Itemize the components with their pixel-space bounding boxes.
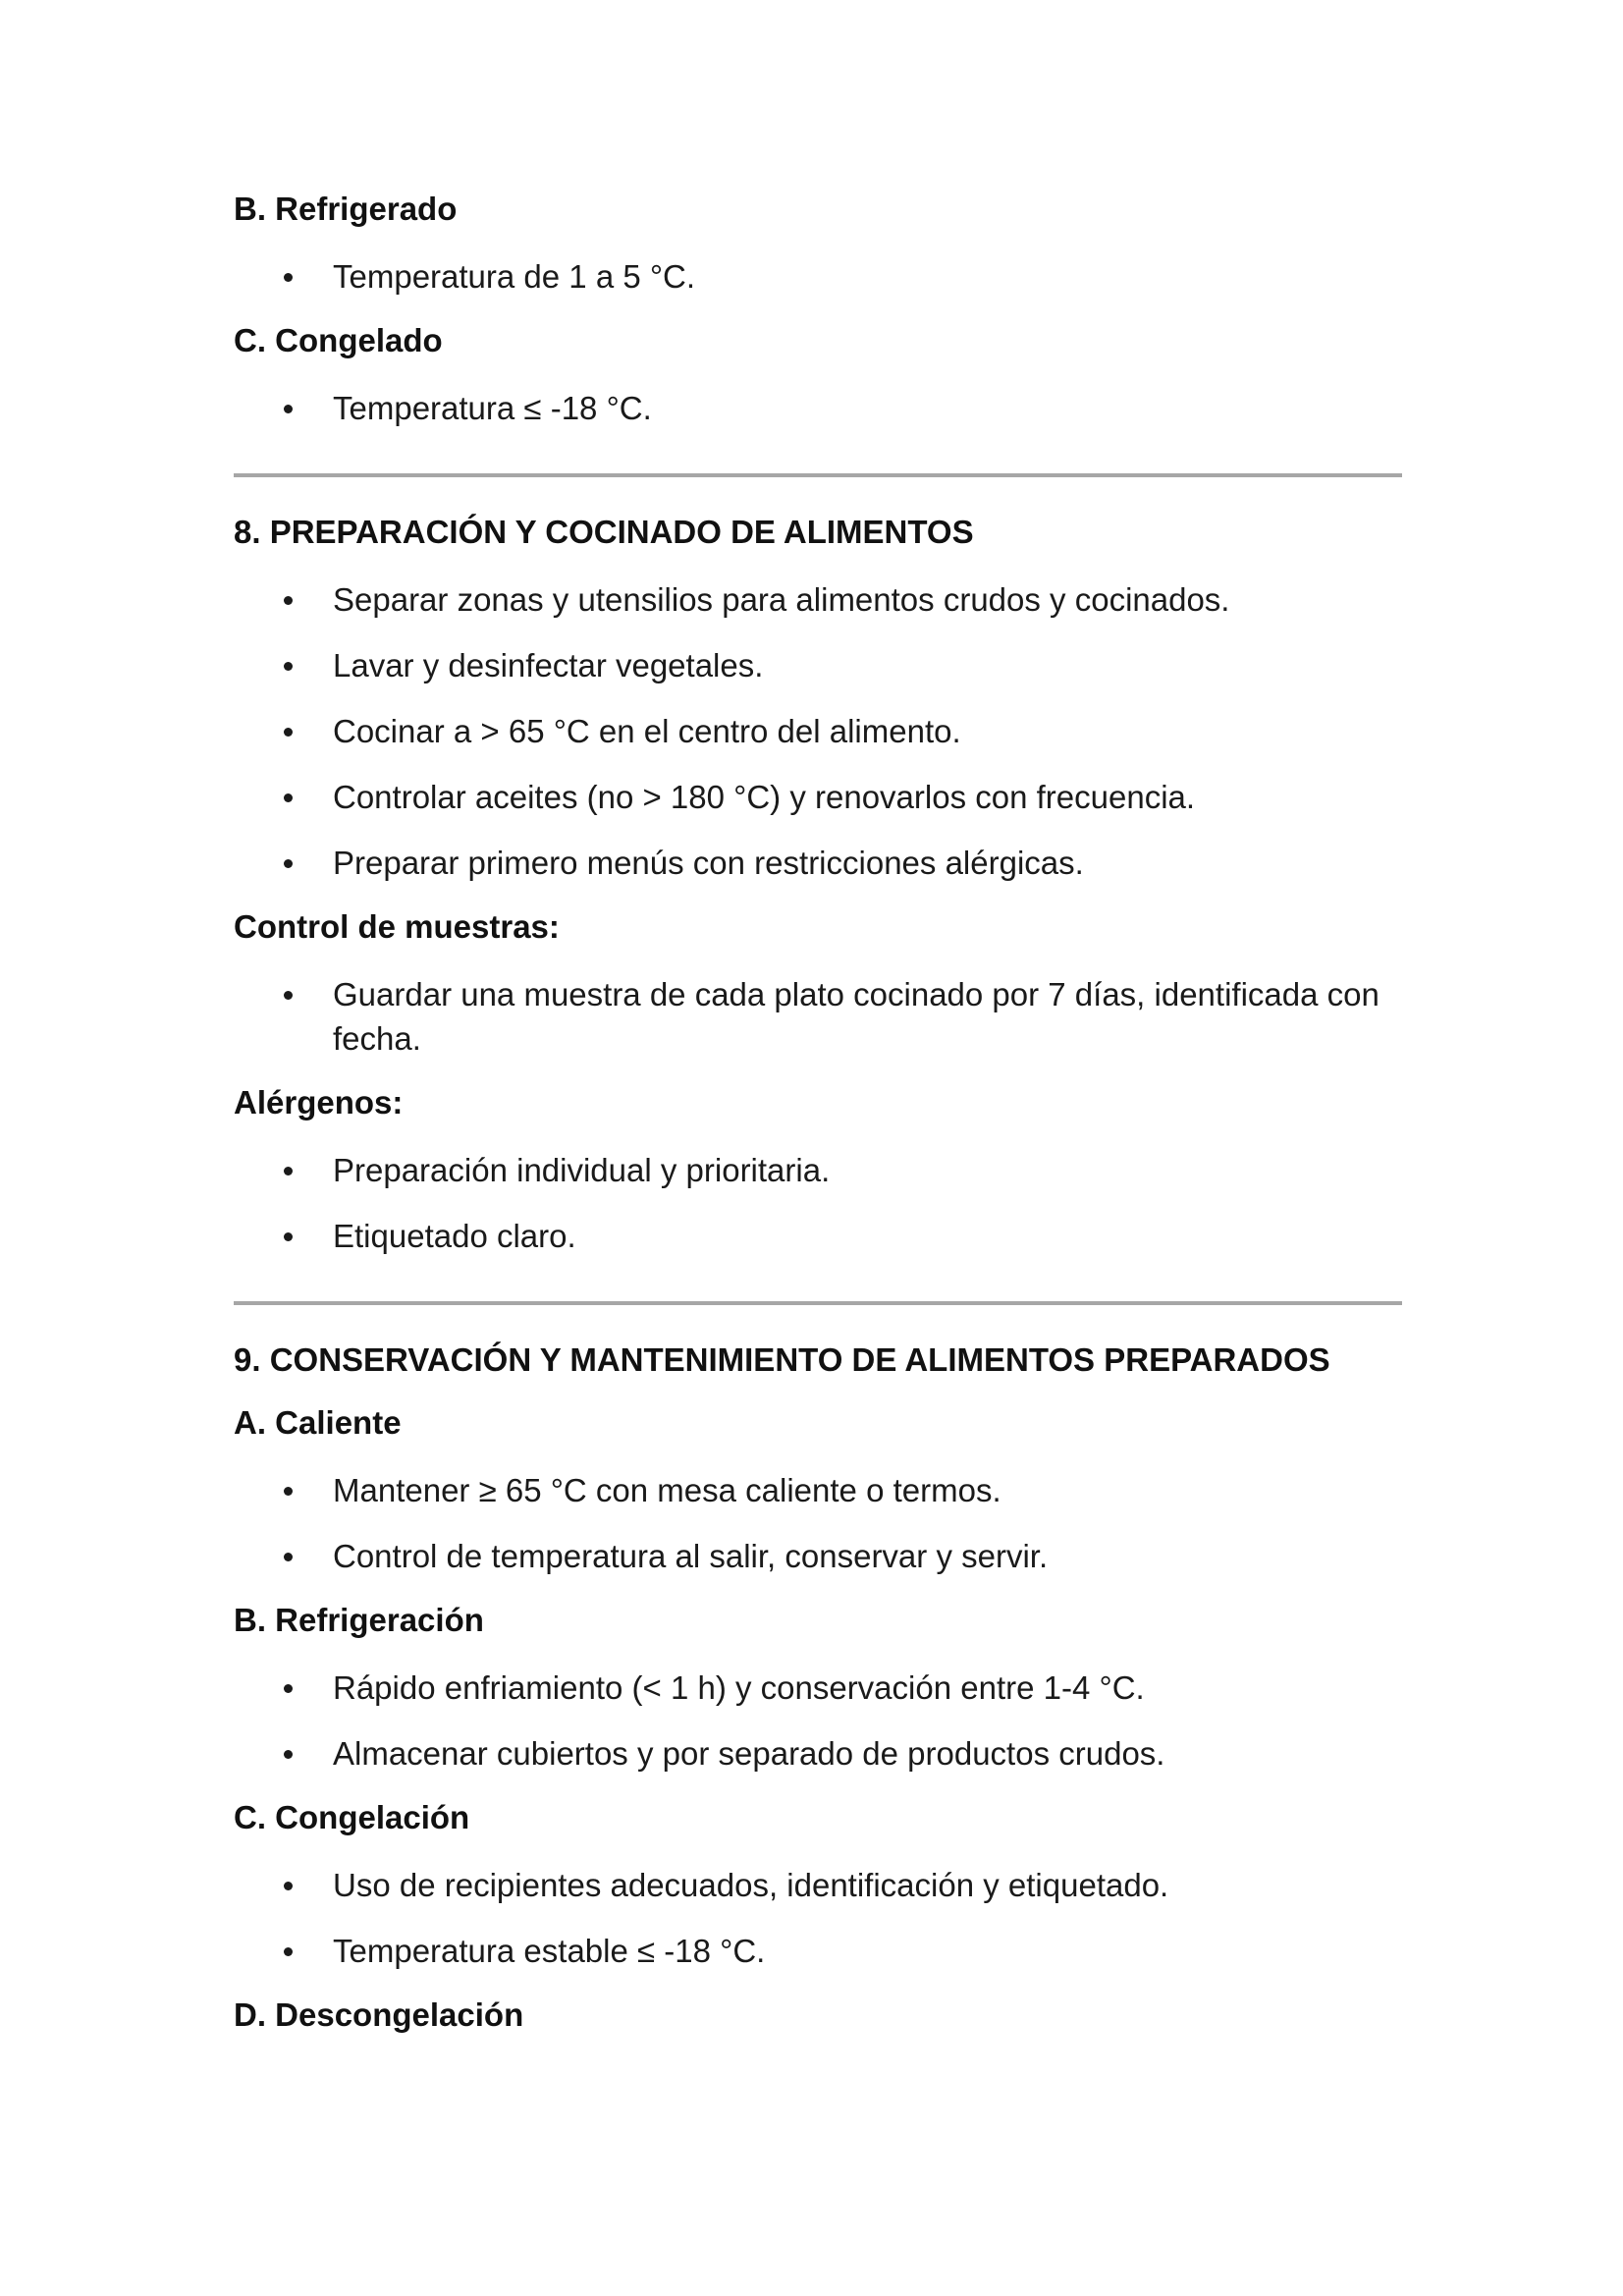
list-item	[234, 1534, 1402, 1578]
list-item	[234, 1468, 1402, 1512]
bullet-icon	[284, 405, 293, 413]
list-item-text: Mantener ≥ 65 °C con mesa caliente o termos.	[333, 1472, 1001, 1508]
bullet-icon	[284, 991, 293, 1000]
list-item-text: Preparación individual y prioritaria.	[333, 1152, 831, 1188]
list-item-text: Lavar y desinfectar vegetales.	[333, 647, 764, 683]
list-item-text: Cocinar a > 65 °C en el centro del alimento.	[333, 713, 961, 749]
heading-congelado: C. Congelado	[234, 322, 443, 358]
heading-section-9: 9. CONSERVACIÓN Y MANTENIMIENTO DE ALIMENTOS PREPARADOS	[234, 1341, 1330, 1378]
bullet-icon	[284, 596, 293, 605]
list-item-text: Temperatura de 1 a 5 °C.	[333, 258, 696, 295]
heading-section-8: 8. PREPARACIÓN Y COCINADO DE ALIMENTOS	[234, 514, 974, 550]
list-item	[234, 1214, 1402, 1258]
heading-alergenos: Alérgenos:	[234, 1084, 404, 1121]
list-item	[234, 709, 1402, 753]
document-page	[234, 189, 1402, 2036]
bullet-icon	[284, 859, 293, 868]
list-refrigerado	[234, 254, 1402, 299]
bullet-icon	[284, 273, 293, 282]
bullet-icon	[284, 1882, 293, 1890]
list-section-8	[234, 577, 1402, 885]
list-item-text: Etiquetado claro.	[333, 1218, 576, 1254]
list-item-text: Temperatura estable ≤ -18 °C.	[333, 1933, 766, 1969]
bullet-icon	[284, 1750, 293, 1759]
heading-caliente: A. Caliente	[234, 1404, 402, 1441]
bullet-icon	[284, 793, 293, 802]
list-alergenos	[234, 1148, 1402, 1258]
list-item	[234, 643, 1402, 687]
list-item-text: Preparar primero menús con restricciones alérgicas.	[333, 845, 1084, 881]
heading-descongelacion: D. Descongelación	[234, 1996, 524, 2033]
list-item-text: Separar zonas y utensilios para alimentos crudos y cocinados.	[333, 581, 1230, 618]
list-item	[234, 386, 1402, 430]
list-caliente	[234, 1468, 1402, 1578]
bullet-icon	[284, 1947, 293, 1956]
list-item	[234, 1666, 1402, 1710]
list-item	[234, 1731, 1402, 1776]
bullet-icon	[284, 662, 293, 671]
list-item-text: Control de temperatura al salir, conservar y servir.	[333, 1538, 1049, 1574]
heading-control-muestras: Control de muestras:	[234, 908, 560, 945]
list-item-text: Temperatura ≤ -18 °C.	[333, 390, 652, 426]
list-item-text: Controlar aceites (no > 180 °C) y renovarlos con frecuencia.	[333, 779, 1196, 815]
heading-refrigeracion: B. Refrigeración	[234, 1602, 484, 1638]
list-refrigeracion	[234, 1666, 1402, 1776]
list-item	[234, 577, 1402, 622]
list-congelacion	[234, 1863, 1402, 1973]
list-control-muestras	[234, 972, 1402, 1061]
list-item	[234, 1863, 1402, 1907]
list-item	[234, 775, 1402, 819]
list-item	[234, 841, 1402, 885]
heading-congelacion: C. Congelación	[234, 1799, 470, 1835]
bullet-icon	[284, 1232, 293, 1241]
list-item	[234, 1929, 1402, 1973]
list-congelado	[234, 386, 1402, 430]
list-item	[234, 1148, 1402, 1192]
list-item-text: Almacenar cubiertos y por separado de productos crudos.	[333, 1735, 1165, 1772]
list-item-text: Guardar una muestra de cada plato cocinado por 7 días, identificada con fecha.	[333, 976, 1380, 1057]
bullet-icon	[284, 1553, 293, 1561]
list-item	[234, 254, 1402, 299]
list-item-text: Uso de recipientes adecuados, identificación y etiquetado.	[333, 1867, 1169, 1903]
bullet-icon	[284, 1167, 293, 1175]
bullet-icon	[284, 1684, 293, 1693]
bullet-icon	[284, 1487, 293, 1496]
list-item	[234, 972, 1402, 1061]
bullet-icon	[284, 728, 293, 737]
heading-refrigerado: B. Refrigerado	[234, 191, 458, 227]
list-item-text: Rápido enfriamiento (< 1 h) y conservación entre 1-4 °C.	[333, 1669, 1145, 1706]
